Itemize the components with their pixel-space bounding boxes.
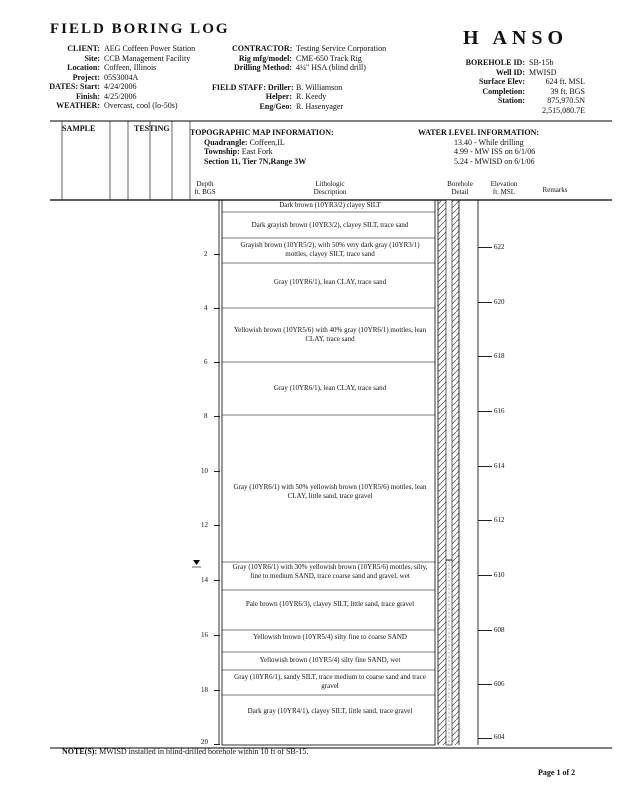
elevation-tick (478, 630, 492, 631)
elevation-column-header: Elevation ft. MSL (490, 180, 518, 196)
layer-description: Yellowish brown (10YR5/4) silty fine to coarse SAND (253, 633, 407, 641)
depth-label: 4 (204, 304, 208, 312)
borehole-column-header: Borehole Detail (447, 180, 473, 196)
elevation-label: 604 (494, 733, 505, 741)
elevation-tick (478, 575, 492, 576)
layer-description: Dark brown (10YR3/2) clayey SILT (279, 201, 381, 209)
elevation-tick (478, 356, 492, 357)
depth-label: 2 (204, 250, 208, 258)
elevation-tick (478, 520, 492, 521)
depth-tick (214, 308, 220, 309)
depth-tick (214, 525, 220, 526)
depth-label: 8 (204, 412, 208, 420)
layer-description: Gray (10YR6/1), sandy SILT, trace medium to coarse sand and trace gravel (234, 673, 426, 690)
lithologic-column-header: Lithologic Description (313, 180, 347, 196)
layer-description: Yellowish brown (10YR5/4) silty fine SAND, wet (259, 656, 401, 664)
depth-label: 6 (204, 358, 208, 366)
page-number: Page 1 of 2 (538, 768, 576, 777)
elevation-tick (478, 466, 492, 467)
elevation-label: 610 (494, 571, 505, 579)
map-info: TOPOGRAPHIC MAP INFORMATION: Quadrangle: Coffeen,IL Township: East Fork Section 11, Tier 7N,Range 3W (190, 128, 334, 166)
elevation-tick (478, 411, 492, 412)
elevation-tick (478, 738, 492, 739)
depth-column-header: Depth ft. BGS (194, 180, 216, 196)
layer-description: Dark grayish brown (10YR3/2), clayey SILT, trace sand (251, 221, 409, 229)
depth-label: 18 (201, 686, 208, 694)
layer-description: Dark gray (10YR4/1), clayey SILT, little sand, trace gravel (247, 707, 413, 715)
remarks-column-header: Remarks (542, 186, 568, 194)
testing-heading: TESTING (134, 124, 170, 133)
elevation-tick (478, 684, 492, 685)
elevation-tick (478, 247, 492, 248)
depth-tick (214, 635, 220, 636)
depth-label: 12 (201, 521, 208, 529)
layer-description: Gray (10YR6/1), lean CLAY, trace sand (273, 278, 387, 286)
layer-description: Gray (10YR6/1) with 30% yellowish brown (10YR5/6) mottles, silty, fine to medium SAND, trace coarse sand and gravel, wet (232, 563, 428, 580)
depth-label: 10 (201, 467, 208, 475)
depth-tick (214, 254, 220, 255)
depth-tick (214, 580, 220, 581)
depth-tick (214, 690, 220, 691)
company-logo: H ANSO (463, 27, 569, 49)
depth-label: 14 (201, 576, 208, 584)
elevation-tick (478, 302, 492, 303)
depth-label: 20 (201, 738, 208, 746)
depth-tick (214, 744, 220, 745)
elevation-label: 608 (494, 626, 505, 634)
elevation-label: 622 (494, 243, 505, 251)
notes: NOTE(S): MWISD installed in blind-drilled borehole within 10 ft of SB-15. (62, 747, 309, 756)
depth-tick (214, 362, 220, 363)
log-title: FIELD BORING LOG (50, 21, 230, 37)
depth-tick (214, 471, 220, 472)
elevation-label: 616 (494, 407, 505, 415)
layer-description: Gray (10YR6/1), lean CLAY, trace sand (273, 384, 387, 392)
elevation-label: 606 (494, 680, 505, 688)
elevation-label: 618 (494, 352, 505, 360)
elevation-label: 612 (494, 516, 505, 524)
elevation-label: 620 (494, 298, 505, 306)
layer-description: Yellowish brown (10YR5/6) with 40% gray (10YR6/1) mottles, lean CLAY, trace sand (233, 326, 427, 343)
sample-heading: SAMPLE (62, 124, 96, 133)
layer-description: Grayish brown (10YR5/2), with 50% very dark gray (10YR3/1) mottles, clayey SILT, trace sand (240, 241, 420, 258)
mid-info: CONTRACTOR: Testing Service Corporation Rig mfg/model: CME-650 Track Rig Drilling Method: 4¼" HSA (blind drill) FIELD STAFF: Driller: B. Williamson Helper: R. Keedy Eng/Geo: R. Hasenyager (212, 44, 387, 111)
depth-label: 16 (201, 631, 208, 639)
layer-description: Pale brown (10YR6/3), clayey SILT, little sand, trace gravel (245, 600, 415, 608)
water-level-info: WATER LEVEL INFORMATION: 13.40 - While drilling 4.99 - MW ISS on 6/1/06 5.24 - MWISD on 6/1/06 (418, 128, 540, 166)
layer-description: Gray (10YR6/1) with 50% yellowish brown (10YR5/6) mottles, lean CLAY, little sand, trace gravel (233, 483, 427, 500)
depth-tick (214, 416, 220, 417)
right-info: BOREHOLE ID: SB-15b Well ID: MWISD Surface Elev: 624 ft. MSL Completion: 39 ft. BGS Station: 875,970.5N 2,515,080.7E (465, 58, 585, 115)
elevation-label: 614 (494, 462, 505, 470)
left-info: CLIENT: AEG Coffeen Power Station Site: CCB Management Facility Location: Coffeen, Illinois Project: 05S3004A DATES: Start: 4/24/2006 Finish: 4/25/2006 WEATHER: Overcast, cool (lo-50s) (49, 44, 196, 110)
